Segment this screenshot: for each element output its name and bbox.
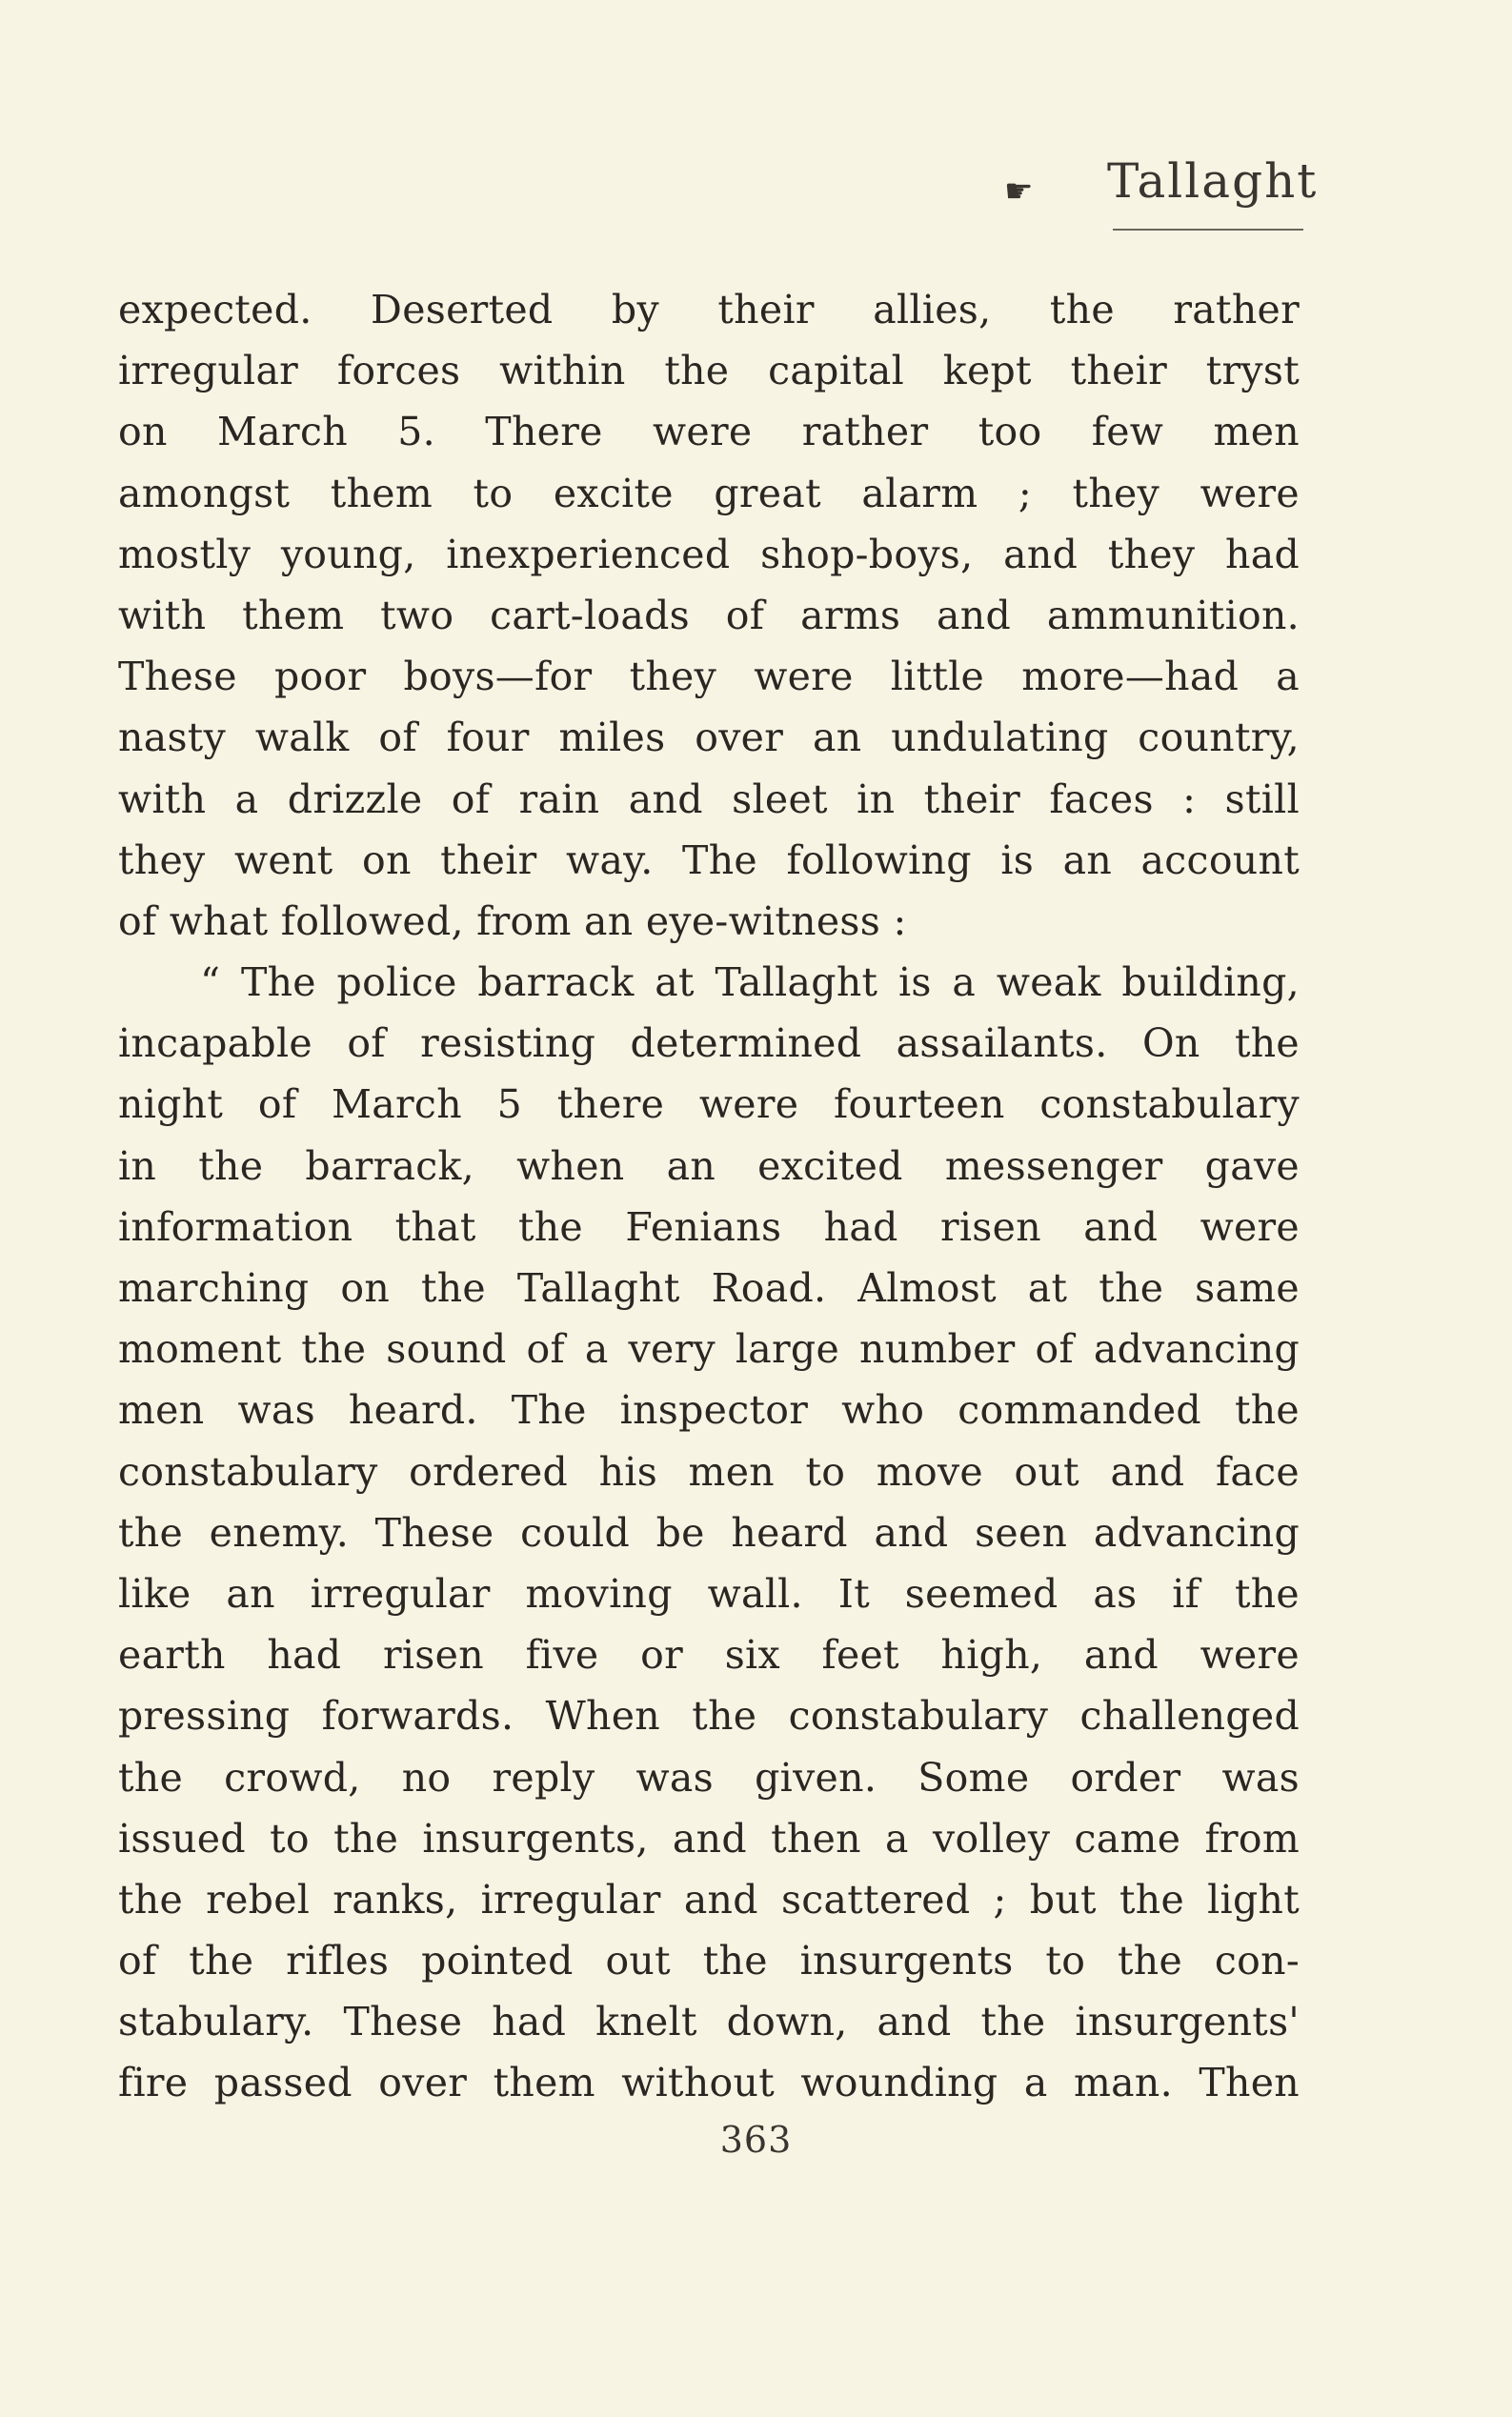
text-line: the rebel ranks, irregular and scattered ; but the light xyxy=(118,1876,1300,1923)
text-line: with a drizzle of rain and sleet in their faces : still xyxy=(118,775,1300,822)
text-line: like an irregular moving wall. It seemed as if the xyxy=(118,1570,1300,1617)
text-line: of what followed, from an eye-witness : xyxy=(118,897,907,944)
text-line: mostly young, inexperienced shop-boys, and they had xyxy=(118,531,1300,577)
text-line: night of March 5 there were fourteen constabulary xyxy=(118,1081,1300,1128)
page-number: 363 xyxy=(719,2119,793,2161)
text-line: stabulary. These had knelt down, and the insurgents' xyxy=(118,1999,1300,2045)
text-line: issued to the insurgents, and then a volley came from xyxy=(118,1815,1300,1862)
text-line: constabulary ordered his men to move out and face xyxy=(118,1448,1300,1495)
text-line: amongst them to excite great alarm ; they were xyxy=(118,470,1300,516)
text-line: men was heard. The inspector who commanded the xyxy=(118,1387,1300,1434)
running-head-title: Tallaght xyxy=(1107,153,1319,209)
text-line: on March 5. There were rather too few men xyxy=(118,409,1300,455)
text-line: expected. Deserted by their allies, the rather xyxy=(118,287,1300,332)
text-line: information that the Fenians had risen and were xyxy=(118,1203,1300,1250)
text-line-quote-start: “ The police barrack at Tallaght is a weak building, xyxy=(200,959,1300,1006)
text-line: marching on the Tallaght Road. Almost at the same xyxy=(118,1265,1300,1311)
text-line: fire passed over them without wounding a man. Then xyxy=(118,2060,1300,2106)
text-line: These poor boys—for they were little more—had a xyxy=(118,654,1300,700)
text-line: irregular forces within the capital kept their tryst xyxy=(118,348,1300,394)
text-line: pressing forwards. When the constabulary challenged xyxy=(118,1693,1300,1740)
text-line: the enemy. These could be heard and seen advancing xyxy=(118,1509,1300,1556)
body-text xyxy=(118,279,1300,2114)
text-line: the crowd, no reply was given. Some order was xyxy=(118,1754,1300,1801)
text-line: nasty walk of four miles over an undulating country, xyxy=(118,715,1300,761)
text-line: moment the sound of a very large number of advancing xyxy=(118,1326,1300,1373)
text-line: they went on their way. The following is an account xyxy=(118,836,1300,883)
running-head xyxy=(991,152,1319,219)
text-line: with them two cart-loads of arms and ammunition. xyxy=(118,592,1300,638)
text-line: in the barrack, when an excited messenger gave xyxy=(118,1142,1300,1189)
pointing-hand-icon: ☛ xyxy=(1004,172,1034,211)
text-line: of the rifles pointed out the insurgents to the con- xyxy=(118,1938,1300,1984)
text-line: earth had risen five or six feet high, and were xyxy=(118,1632,1300,1679)
text-line: incapable of resisting determined assailants. On the xyxy=(118,1020,1300,1067)
running-head-rule xyxy=(1113,229,1303,231)
